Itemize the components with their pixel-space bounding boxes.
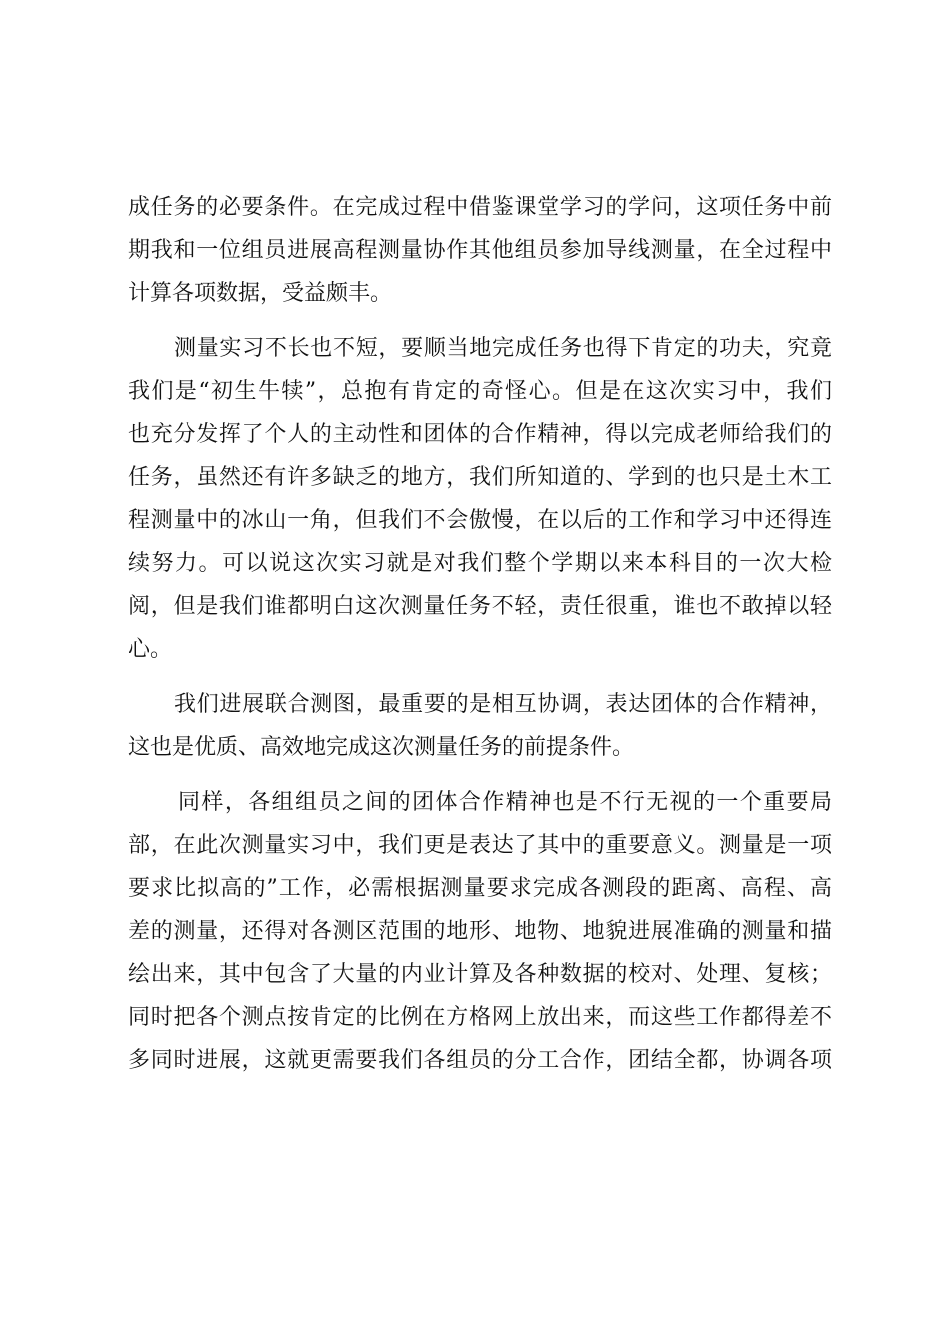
paragraph-line: 任务，虽然还有许多缺乏的地方，我们所知道的、学到的也只是土木工 xyxy=(128,465,832,490)
paragraph-line: 测量实习不长也不短，要顺当地完成任务也得下肯定的功夫，究竟 xyxy=(174,336,832,361)
paragraph-line: 程测量中的冰山一角，但我们不会傲慢，在以后的工作和学习中还得连 xyxy=(128,508,832,533)
paragraph-line: 我们是“初生牛犊”，总抱有肯定的奇怪心。但是在这次实习中，我们 xyxy=(128,379,832,404)
paragraph-line: 也充分发挥了个人的主动性和团体的合作精神，得以完成老师给我们的 xyxy=(128,422,832,447)
paragraph-line: 阅，但是我们谁都明白这次测量任务不轻，责任很重，谁也不敢掉以轻 xyxy=(128,594,832,619)
paragraph-line: 期我和一位组员进展高程测量协作其他组员参加导线测量，在全过程中 xyxy=(128,238,832,263)
paragraph-line: 多同时进展，这就更需要我们各组员的分工合作，团结全都，协调各项 xyxy=(128,1048,832,1073)
paragraph-line: 成任务的必要条件。在完成过程中借鉴课堂学习的学问，这项任务中前 xyxy=(128,195,832,220)
paragraph-line: 同样，各组组员之间的团体合作精神也是不行无视的一个重要局 xyxy=(178,790,832,815)
paragraph-line: 部，在此次测量实习中，我们更是表达了其中的重要意义。测量是一项 xyxy=(128,833,832,858)
paragraph-line: 这也是优质、高效地完成这次测量任务的前提条件。 xyxy=(128,735,635,760)
paragraph-line: 续努力。可以说这次实习就是对我们整个学期以来本科目的一次大检 xyxy=(128,551,832,576)
paragraph-line: 要求比拟高的”工作，必需根据测量要求完成各测段的距离、高程、高 xyxy=(128,876,832,901)
paragraph-line: 心。 xyxy=(128,637,173,662)
document-body xyxy=(128,186,832,1082)
paragraph-line: 同时把各个测点按肯定的比例在方格网上放出来，而这些工作都得差不 xyxy=(128,1005,832,1030)
paragraph-line: 差的测量，还得对各测区范围的地形、地物、地貌进展准确的测量和描 xyxy=(128,919,832,944)
paragraph-line: 绘出来，其中包含了大量的内业计算及各种数据的校对、处理、复核； xyxy=(128,962,832,987)
paragraph-line: 计算各项数据，受益颇丰。 xyxy=(128,281,393,306)
paragraph-line: 我们进展联合测图，最重要的是相互协调，表达团体的合作精神， xyxy=(174,692,832,717)
